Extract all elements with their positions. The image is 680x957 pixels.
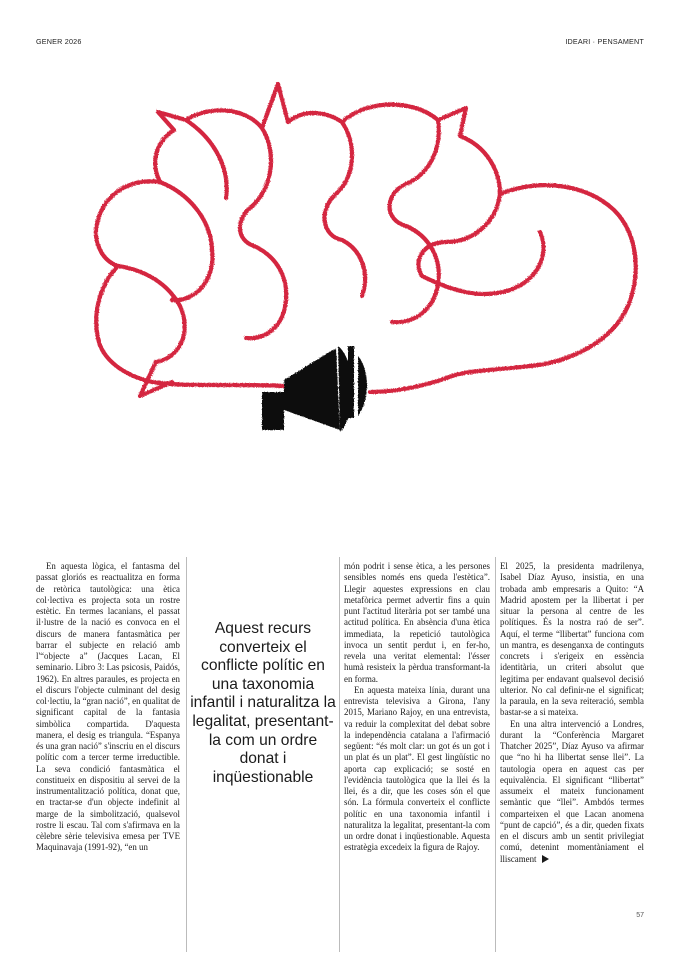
paragraph <box>500 719 644 865</box>
paragraph: món podrit i sense ètica, a les persones sensibles només ens queda l'estètica”. Llegir aquestes expressions en clau metafòrica permet advertir fins a quin punt l'actitud literària pot ser també una actitud política. En absència d'una ètica immediata, la repetició tautològica invoca un sentit perdut i, en fer-ho, revela una veritat elemental: l'ésser humà resisteix la pèrdua transformant-la en forma. <box>344 561 490 684</box>
column-rule <box>495 557 496 952</box>
page-number: 57 <box>636 912 644 919</box>
paragraph: En aquesta mateixa línia, durant una entrevista televisiva a Girona, l'any 2015, Mariano Rajoy, en una entrevista, va reduir la complexitat del debat sobre la independència catalana a l'afirmació següent: “és molt clar: un got és un got i un plat és un plat”. El gest lingüístic no aporta cap explicació; se sosté en l'evidència tautològica que la llei és la llei, és a dir, que les coses són el que són. La fórmula converteix el conflicte polític en una taxonomia infantil i naturalitza la legalitat, presentant-la com un ordre donat i inqüestionable. Aquesta estratègia excedeix la figura de Rajoy. <box>344 684 490 853</box>
column-rule <box>186 557 187 952</box>
megaphone-illustration <box>40 70 650 490</box>
speech-bubble-icon <box>96 84 636 396</box>
pull-quote: Aquest recurs converteix el conflicte polític en una taxonomia infantil i naturalitza la legalitat, presentant-la com un ordre donat i inqüestionable <box>190 620 336 786</box>
continue-arrow-icon <box>542 855 549 863</box>
paragraph-text: En una altra intervenció a Londres, durant la “Conferència Margaret Thatcher 2025”, Díaz Ayuso va afirmar que “no hi ha llibertat sense llei”. La tautologia opera en aquest cas per equivalència. El significant “llibertat” assumeix el mateix funcionament semàntic que “llei”. Ambdós termes comparteixen el que Lacan anomena “punt de capció”, és a dir, queden fixats en el discurs amb un sentit privilegiat comú, detenint momentàniament el lliscament <box>500 718 644 864</box>
article-column-1 <box>36 561 180 854</box>
article-column-4 <box>500 561 644 865</box>
column-rule <box>339 557 340 952</box>
paragraph: En aquesta lògica, el fantasma del passat gloriós es reactualitza en forma de retòrica tautològica: una ètica col·lectiva es projecta sota un rostre estètic. En termes lacanians, el passat il·lustre de la nació es convoca en el discurs de manera fantasmàtica per barrar el subjecte en relació amb l'“objecte a” (Jacques Lacan, El seminario. Libro 3: Las psicosis, Paidós, 1962). En altres paraules, es projecta en el discurs l'objecte culminant del desig col·lectiu, la “gran nació”, en qualitat de significant capital de la fantasia simbòlica compartida. D'aquesta manera, el desig es triangula. “Espanya és una gran nació” s'inscriu en el discurs polític com a tercer terme irreductible. La seva condició fantasmàtica el constitueix en dispositiu al servei de la instrumentalització política, donat que, en tractar-se d'un objecte indefinit al marge de la simbolització, qualsevol rostre li escau. Tal com s'afirmava en la cèlebre sèrie televisiva emesa per TVE Maquinavaja (1991-92), “en un <box>36 561 180 853</box>
article-column-3 <box>344 561 490 854</box>
section-name: IDEARI · PENSAMENT <box>565 37 644 46</box>
paragraph: El 2025, la presidenta madrilenya, Isabel Díaz Ayuso, insistia, en una trobada amb empresaris a Quito: “A Madrid apostem per la llibertat i per situar la persona al centre de les polítiques. És la nostra raó de ser”. Aquí, el terme “llibertat” funciona com un mantra, es desenganxa de continguts concrets i s'erigeix en essència identitària, un criteri absolut que legitima per endavant qualsevol decisió ulterior. No cal definir-ne el significat; la paraula, en la seva reiteració, sembla bastar-se a si mateixa. <box>500 561 644 718</box>
issue-date: GENER 2026 <box>36 37 82 46</box>
megaphone-icon <box>262 346 367 432</box>
